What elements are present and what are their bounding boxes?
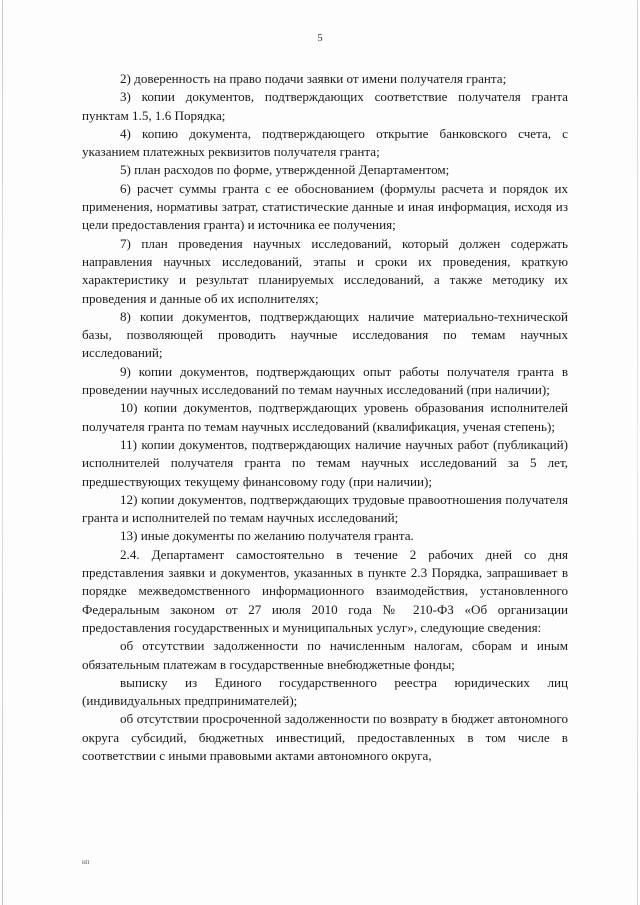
paragraph: об отсутствии задолженности по начисленным налогам, сборам и иным обязательным платежам в государственные внебюджетные фонды; [82, 638, 568, 672]
paragraph: 7) план проведения научных исследований, который должен содержать направления научных исследований, этапы и сроки их проведения, краткую характеристику и результат планируемых исследований, а также методику их проведения и данные об их исполнителях; [82, 235, 568, 306]
paragraph: выписку из Единого государственного реестра юридических лиц (индивидуальных предпринимателей); [82, 674, 568, 709]
paragraph: 4) копию документа, подтверждающего открытие банковского счета, с указанием платежных реквизитов получателя гранта; [82, 125, 568, 160]
paragraph: 11) копии документов, подтверждающих наличие научных работ (публикаций) исполнителей получателя гранта по темам научных исследований за 5 лет, предшествующих текущему финансовому году (при наличии); [82, 436, 568, 489]
paragraph: 2.4. Департамент самостоятельно в течение 2 рабочих дней со дня представления заявки и документов, указанных в пункте 2.3 Порядка, запрашивает в порядке межведомственного информационного взаимодействия, установленного Федеральным законом от 27 июля 2010 года № 210-ФЗ «Об организации предоставления государственных и муниципальных услуг», следующие сведения: [82, 546, 568, 635]
paragraph: 9) копии документов, подтверждающих опыт работы получателя гранта в проведении научных исследований по темам научных исследований (при наличии); [82, 363, 568, 398]
paragraph: 8) копии документов, подтверждающих наличие материально-технической базы, позволяющей проводить научные исследования по темам научных исследований; [82, 308, 568, 361]
paragraph: 13) иные документы по желанию получателя гранта. [120, 528, 414, 544]
paragraph: об отсутствии просроченной задолженности по возврату в бюджет автономного округа субсидий, бюджетных инвестиций, предоставленных в том числе в соответствии с иными правовыми актами автономного округа, [82, 711, 568, 763]
paragraph: 2) доверенность на право подачи заявки от имени получателя гранта; [120, 71, 507, 86]
paragraph: 3) копии документов, подтверждающих соответствие получателя гранта пунктам 1.5, 1.6 Порядка; [82, 89, 568, 123]
paragraph: 12) копии документов, подтверждающих трудовые правоотношения получателя гранта и исполнителей по темам научных исследований; [82, 491, 568, 526]
paragraph: 5) план расходов по форме, утвержденной Департаментом; [120, 162, 450, 178]
page-number: 5 [317, 33, 323, 44]
document-body [82, 70, 568, 765]
footer-mark: нп [82, 858, 90, 866]
paragraph: 10) копии документов, подтверждающих уровень образования исполнителей получателя гранта по темам научных исследований (квалификация, ученая степень); [82, 400, 568, 434]
scan-edge-right [637, 0, 638, 905]
paragraph: 6) расчет суммы гранта с ее обоснованием (формулы расчета и порядок их применения, нормативы затрат, статистические данные и иная информация, исходя из цели предоставления гранта) и источника ее получения; [82, 180, 568, 233]
scan-edge-left [2, 0, 3, 905]
